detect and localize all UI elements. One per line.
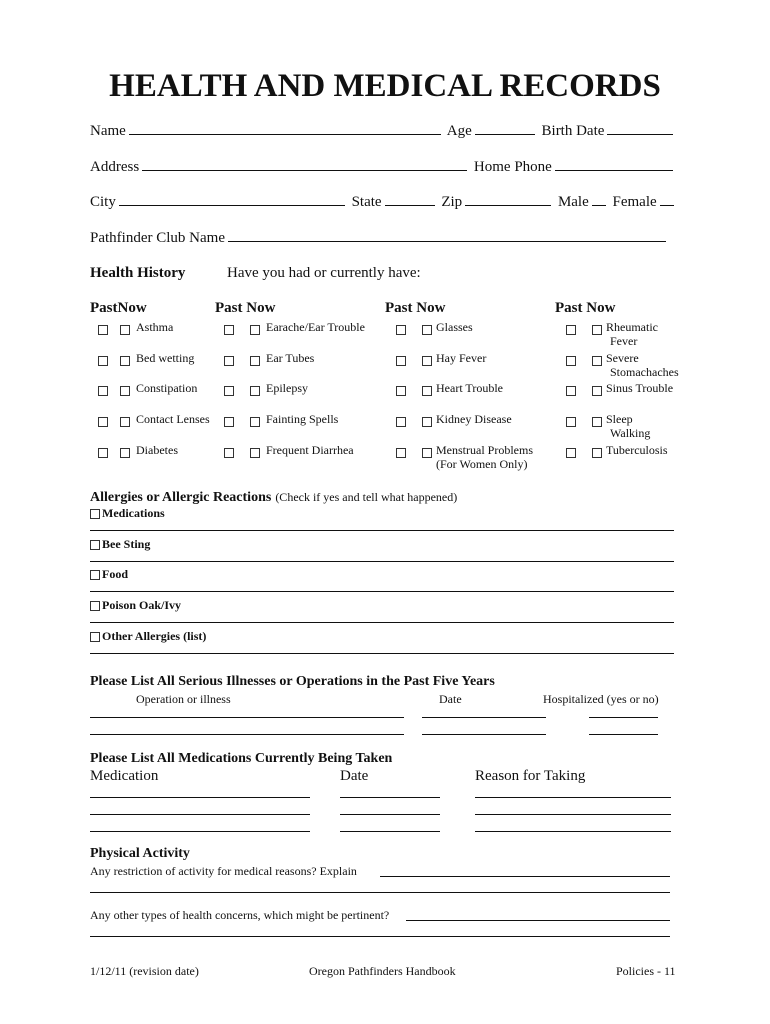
footer-handbook: Oregon Pathfinders Handbook (309, 964, 456, 978)
allergy-label: Other Allergies (list) (102, 629, 207, 643)
condition-checkboxes (98, 445, 130, 460)
past-checkbox[interactable] (98, 417, 108, 427)
allergy-checkbox[interactable] (90, 509, 100, 519)
medications-col-date: Date (340, 768, 369, 784)
condition-checkboxes (224, 383, 260, 398)
health-history-prompt: Have you had or currently have: (227, 265, 421, 281)
condition-checkboxes (396, 383, 432, 398)
activity-q2-line-2[interactable] (90, 936, 670, 937)
activity-q1-line-2[interactable] (90, 892, 670, 893)
medication-reason-line[interactable] (475, 831, 671, 832)
city-field[interactable] (119, 193, 345, 206)
condition-checkboxes (396, 353, 432, 368)
city-row (90, 193, 677, 211)
condition-label: Constipation (136, 381, 198, 395)
activity-q2-line[interactable] (406, 920, 670, 921)
male-label: Male (557, 194, 589, 210)
condition-checkboxes (396, 414, 432, 429)
allergies-note: (Check if yes and tell what happened) (275, 490, 458, 504)
past-checkbox[interactable] (396, 386, 406, 396)
illness-date-line[interactable] (422, 717, 546, 718)
condition-checkboxes (224, 445, 260, 460)
condition-label: Rheumatic Fever (606, 320, 658, 348)
condition-label: Asthma (136, 320, 174, 334)
past-checkbox[interactable] (566, 448, 576, 458)
col-header-2: Past Now (215, 300, 276, 316)
past-checkbox[interactable] (98, 356, 108, 366)
allergy-label: Bee Sting (102, 537, 151, 551)
zip-field[interactable] (465, 193, 551, 206)
allergy-checkbox[interactable] (90, 632, 100, 642)
allergy-label: Food (102, 567, 129, 581)
medication-line[interactable] (90, 814, 310, 815)
now-checkbox[interactable] (120, 325, 130, 335)
now-checkbox[interactable] (250, 356, 260, 366)
past-checkbox[interactable] (98, 325, 108, 335)
condition-label: Bed wetting (136, 351, 195, 365)
condition-label: Sinus Trouble (606, 381, 674, 395)
condition-label: Menstrual Problems (For Women Only) (436, 443, 533, 471)
past-checkbox[interactable] (224, 356, 234, 366)
medications-heading: Please List All Medications Currently Being Taken (90, 751, 393, 766)
allergy-detail-line[interactable] (90, 561, 674, 562)
past-checkbox[interactable] (396, 417, 406, 427)
condition-checkboxes (396, 322, 432, 337)
condition-label: Sleep Walking (606, 412, 651, 440)
condition-checkboxes (566, 414, 602, 429)
allergy-item (90, 567, 128, 582)
activity-heading: Physical Activity (90, 846, 190, 861)
club-row (90, 229, 669, 247)
condition-label: Frequent Diarrhea (266, 443, 354, 457)
medication-line[interactable] (90, 797, 310, 798)
allergy-label: Poison Oak/Ivy (102, 598, 182, 612)
now-checkbox[interactable] (250, 386, 260, 396)
allergy-detail-line[interactable] (90, 591, 674, 592)
address-field[interactable] (142, 158, 467, 171)
now-checkbox[interactable] (422, 356, 432, 366)
name-label: Name (90, 123, 126, 139)
illness-hosp-line[interactable] (589, 734, 658, 735)
illness-line[interactable] (90, 717, 404, 718)
past-checkbox[interactable] (396, 356, 406, 366)
condition-label: Glasses (436, 320, 473, 334)
now-checkbox[interactable] (120, 356, 130, 366)
name-field[interactable] (129, 122, 441, 135)
now-checkbox[interactable] (120, 417, 130, 427)
address-row (90, 158, 676, 176)
condition-label: Earache/Ear Trouble (266, 320, 365, 334)
now-checkbox[interactable] (592, 417, 602, 427)
condition-checkboxes (98, 322, 130, 337)
now-checkbox[interactable] (250, 325, 260, 335)
condition-label: Ear Tubes (266, 351, 315, 365)
past-checkbox[interactable] (396, 448, 406, 458)
medications-col-med: Medication (90, 768, 159, 784)
illness-hosp-line[interactable] (589, 717, 658, 718)
address-label: Address (90, 159, 140, 175)
medication-line[interactable] (90, 831, 310, 832)
medications-col-reason: Reason for Taking (475, 768, 586, 784)
footer-revision: 1/12/11 (revision date) (90, 964, 199, 978)
condition-label: Diabetes (136, 443, 178, 457)
medication-date-line[interactable] (340, 831, 440, 832)
club-label: Pathfinder Club Name (90, 230, 225, 246)
allergy-label: Medications (102, 506, 165, 520)
past-checkbox[interactable] (98, 386, 108, 396)
activity-q2: Any other types of health concerns, which might be pertinent? (90, 908, 390, 922)
illnesses-col-date: Date (439, 692, 462, 706)
col-header-4: Past Now (555, 300, 616, 316)
past-checkbox[interactable] (224, 417, 234, 427)
illnesses-col-operation: Operation or illness (136, 692, 231, 706)
past-checkbox[interactable] (566, 356, 576, 366)
female-field[interactable] (660, 193, 674, 206)
col-header-1: PastNow (90, 300, 147, 316)
allergy-detail-line[interactable] (90, 653, 674, 654)
allergy-detail-line[interactable] (90, 622, 674, 623)
condition-checkboxes (566, 322, 602, 337)
condition-label: Contact Lenses (136, 412, 210, 426)
club-field[interactable] (228, 229, 666, 242)
age-label: Age (446, 123, 472, 139)
female-label: Female (612, 194, 657, 210)
now-checkbox[interactable] (422, 386, 432, 396)
home-phone-label: Home Phone (473, 159, 552, 175)
condition-checkboxes (566, 383, 602, 398)
now-checkbox[interactable] (592, 325, 602, 335)
condition-checkboxes (566, 445, 602, 460)
medication-date-line[interactable] (340, 797, 440, 798)
condition-checkboxes (224, 353, 260, 368)
state-field[interactable] (385, 193, 435, 206)
past-checkbox[interactable] (566, 417, 576, 427)
zip-label: Zip (441, 194, 463, 210)
allergy-item (90, 506, 165, 521)
illness-line[interactable] (90, 734, 404, 735)
city-label: City (90, 194, 116, 210)
male-field[interactable] (592, 193, 606, 206)
condition-checkboxes (224, 322, 260, 337)
allergy-checkbox[interactable] (90, 570, 100, 580)
now-checkbox[interactable] (120, 386, 130, 396)
medication-reason-line[interactable] (475, 797, 671, 798)
past-checkbox[interactable] (566, 386, 576, 396)
condition-label: Fainting Spells (266, 412, 339, 426)
condition-checkboxes (98, 383, 130, 398)
allergies-header (90, 488, 457, 506)
age-field[interactable] (475, 122, 535, 135)
condition-checkboxes (396, 445, 432, 460)
condition-label: Tuberculosis (606, 443, 668, 457)
past-checkbox[interactable] (224, 448, 234, 458)
birth-date-label: Birth Date (541, 123, 605, 139)
now-checkbox[interactable] (422, 325, 432, 335)
page-title: HEALTH AND MEDICAL RECORDS (109, 68, 661, 104)
condition-label: Hay Fever (436, 351, 487, 365)
past-checkbox[interactable] (98, 448, 108, 458)
condition-checkboxes (224, 414, 260, 429)
health-history-heading: Health History (90, 265, 186, 281)
condition-label: Severe Stomachaches (606, 351, 679, 379)
home-phone-field[interactable] (555, 158, 673, 171)
condition-checkboxes (98, 414, 130, 429)
condition-label: Epilepsy (266, 381, 308, 395)
condition-checkboxes (98, 353, 130, 368)
now-checkbox[interactable] (422, 448, 432, 458)
activity-q1: Any restriction of activity for medical reasons? Explain (90, 864, 357, 878)
now-checkbox[interactable] (250, 417, 260, 427)
name-row (90, 122, 676, 140)
illnesses-heading: Please List All Serious Illnesses or Operations in the Past Five Years (90, 674, 495, 689)
now-checkbox[interactable] (422, 417, 432, 427)
allergy-checkbox[interactable] (90, 601, 100, 611)
footer-page: Policies - 11 (616, 964, 676, 978)
allergy-item (90, 629, 206, 644)
medication-reason-line[interactable] (475, 814, 671, 815)
past-checkbox[interactable] (566, 325, 576, 335)
allergy-detail-line[interactable] (90, 530, 674, 531)
activity-q1-line[interactable] (380, 876, 670, 877)
now-checkbox[interactable] (120, 448, 130, 458)
condition-checkboxes (566, 353, 602, 368)
now-checkbox[interactable] (250, 448, 260, 458)
past-checkbox[interactable] (224, 325, 234, 335)
allergy-item (90, 537, 150, 552)
now-checkbox[interactable] (592, 386, 602, 396)
condition-label: Kidney Disease (436, 412, 512, 426)
illnesses-col-hosp: Hospitalized (yes or no) (543, 692, 659, 706)
past-checkbox[interactable] (396, 325, 406, 335)
illness-date-line[interactable] (422, 734, 546, 735)
medication-date-line[interactable] (340, 814, 440, 815)
state-label: State (351, 194, 382, 210)
now-checkbox[interactable] (592, 448, 602, 458)
birth-date-field[interactable] (607, 122, 673, 135)
past-checkbox[interactable] (224, 386, 234, 396)
allergy-checkbox[interactable] (90, 540, 100, 550)
allergy-item (90, 598, 181, 613)
condition-label: Heart Trouble (436, 381, 503, 395)
col-header-3: Past Now (385, 300, 446, 316)
now-checkbox[interactable] (592, 356, 602, 366)
allergies-heading: Allergies or Allergic Reactions (90, 490, 272, 505)
